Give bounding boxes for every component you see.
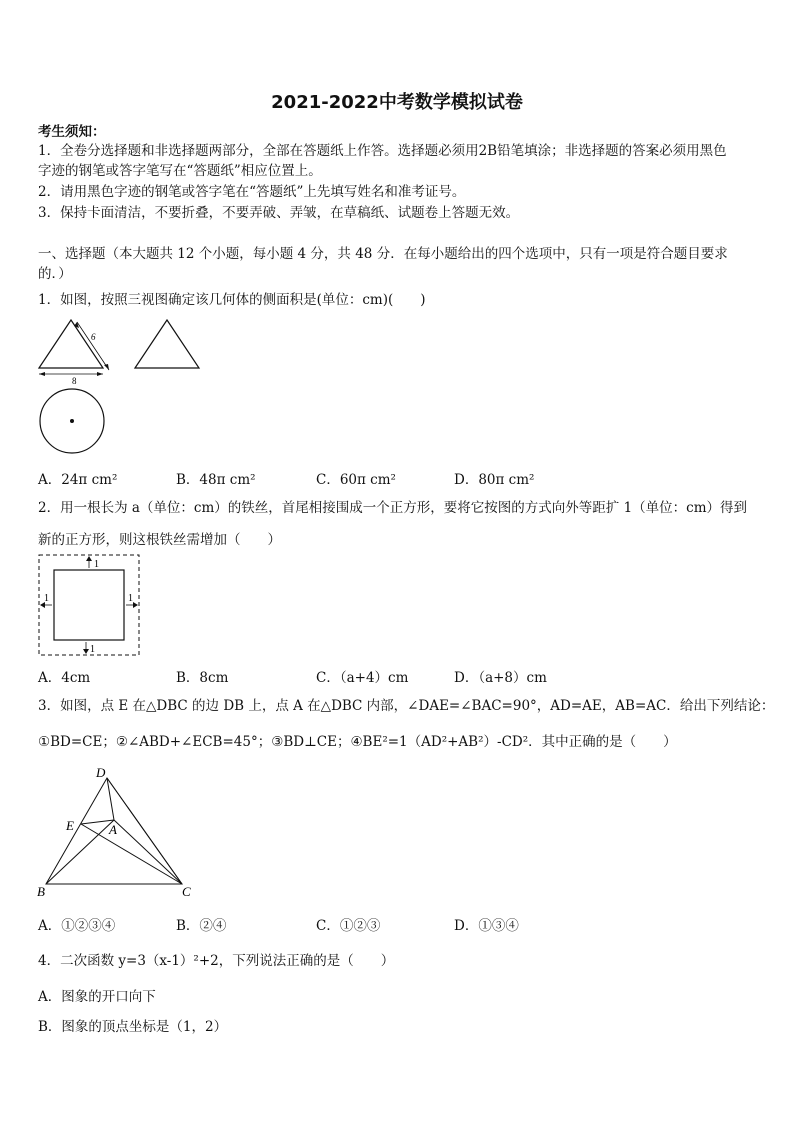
top-label: 1 — [94, 559, 99, 570]
label-e: E — [66, 818, 74, 833]
front-view-triangle — [39, 320, 103, 368]
q4-stem: 4．二次函数 y=3（x-1）²+2，下列说法正确的是（ ） — [38, 953, 395, 969]
q3-option-d: D．①③④ — [454, 918, 519, 934]
left-label: 1 — [44, 593, 49, 604]
q3-stem-line-2: ①BD=CE；②∠ABD+∠ECB=45°；③BD⊥CE；④BE²=1（AD²+AB²）-CD²．其中正确的是（ ） — [38, 734, 677, 750]
q2-option-c: C．（a+4）cm — [316, 670, 409, 686]
notice-line-4: 3．保持卡面清洁，不要折叠，不要弄破、弄皱，在草稿纸、试题卷上答题无效。 — [38, 205, 520, 221]
base-label: 8 — [72, 376, 77, 386]
q2-option-b: B．8cm — [176, 670, 229, 686]
q2-stem-line-1: 2．用一根长为 a（单位：cm）的铁丝，首尾相接围成一个正方形，要将它按图的方式向外等距扩 1（单位：cm）得到 — [38, 500, 748, 516]
inner-square — [54, 570, 124, 640]
label-b: B — [37, 884, 45, 899]
q2-option-d: D．（a+8）cm — [454, 670, 547, 686]
q3-option-c: C．①②③ — [316, 918, 381, 934]
notice-line-1: 1．全卷分选择题和非选择题两部分，全部在答题纸上作答。选择题必须用2B铅笔填涂；非选择题的答案必须用黑色 — [38, 143, 727, 159]
q4-option-b: B．图象的顶点坐标是（1，2） — [38, 1019, 228, 1035]
q4-option-a: A．图象的开口向下 — [38, 989, 156, 1005]
notice-heading: 考生须知： — [38, 124, 106, 140]
q1-option-b: B．48π cm² — [176, 472, 256, 488]
label-d: D — [96, 765, 106, 780]
notice-line-3: 2．请用黑色字迹的钢笔或答字笔在“答题纸”上先填写姓名和准考证号。 — [38, 184, 466, 200]
q1-option-d: D．80π cm² — [454, 472, 535, 488]
page-title: 2021-2022中考数学模拟试卷 — [271, 92, 523, 113]
q2-stem-line-2: 新的正方形，则这根铁丝需增加（ ） — [38, 532, 281, 548]
notice-line-2: 字迹的钢笔或答字笔写在“答题纸”相应位置上。 — [38, 163, 322, 179]
q1-option-a: A．24π cm² — [38, 472, 118, 488]
q1-three-view-figure — [34, 318, 214, 458]
q3-option-a: A．①②③④ — [38, 918, 116, 934]
q2-square-figure — [38, 554, 142, 658]
q2-option-a: A．4cm — [38, 670, 91, 686]
label-c: C — [182, 884, 191, 899]
section-heading-line-1: 一、选择题（本大题共 12 个小题，每小题 4 分，共 48 分．在每小题给出的四个选项中，只有一项是符合题目要求 — [38, 246, 728, 262]
right-label: 1 — [128, 593, 133, 604]
q3-triangle-figure — [34, 762, 204, 902]
q3-stem-line-1: 3．如图，点 E 在△DBC 的边 DB 上，点 A 在△DBC 内部，∠DAE=∠BAC=90°，AD=AE，AB=AC．给出下列结论： — [38, 698, 775, 714]
slant-label: 6 — [91, 332, 96, 342]
bottom-label: 1 — [90, 644, 95, 655]
q1-option-c: C．60π cm² — [316, 472, 396, 488]
q1-stem: 1．如图，按照三视图确定该几何体的侧面积是(单位：cm)( ) — [38, 292, 426, 308]
section-heading-line-2: 的．） — [38, 266, 72, 282]
q3-option-b: B．②④ — [176, 918, 227, 934]
side-view-triangle — [135, 320, 199, 368]
label-a: A — [109, 822, 117, 837]
